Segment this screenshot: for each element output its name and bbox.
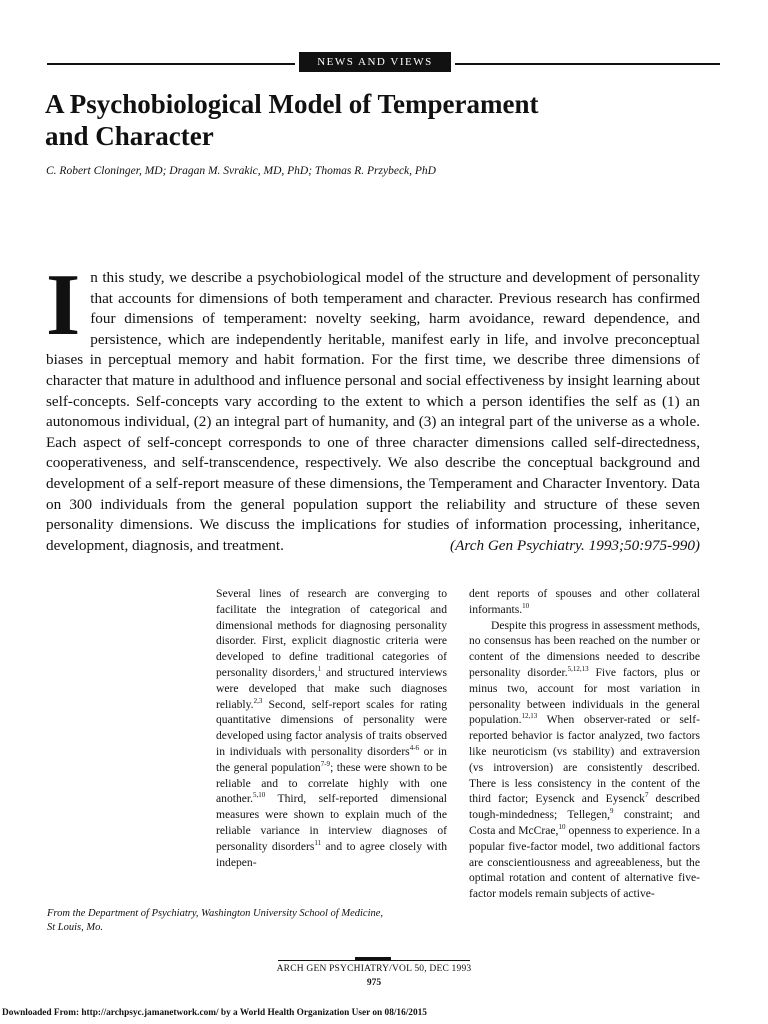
reference-superscript: 5,12,13 [567,665,589,674]
reference-superscript: 1 [317,665,322,674]
header-rule-right [455,63,720,65]
abstract-text: n this study, we describe a psychobiological model of the structure and development of personality that accounts for dimensions of both temperament and character. Previous research has confirmed four dimensions of temperament: novelty seeking, harm avoidance, reward dependence, and persistence, which are independently heritable, manifest early in life, and involve preconceptual biases in perceptual memory and habit formation. For the first time, we describe three dimensions of character that mature in adulthood and influence personal and social effectiveness by insight learning about self-concepts. Self-concepts vary according to the extent to which a person identifies the self as (1) an autonomous individual, (2) an integral part of humanity, and (3) an integral part of the universe as a whole. Each aspect of self-concept corresponds to one of three character dimensions called self-directedness, cooperativeness, and self-transcendence, respectively. We also describe the conceptual background and development of a self-report measure of these dimensions, the Temperament and Character Inventory. Data on 300 individuals from the general population support the reliability and structure of these seven personality dimensions. We discuss the implications for studies of information processing, inheritance, development, diagnosis, and treatment. [46,269,700,554]
reference-superscript: 11 [314,838,322,847]
col1-paragraph: Several lines of research are converging to facilitate the integration of categorical and dimensional methods for diagnosing personality disorder. First, explicit diagnostic criteria were developed to define traditional categories of personality disorders,$^1$ and structured interviews were developed that make such diagnoses reliably.$^{2,3}$ Second, self-report scales for rating quantitative dimensions of personality were developed using factor analysis of traits observed in individuals with personality disorders$^{4-6}$ or in the general population$^{7-9}$; these were shown to be reliable and to correlate highly with one another.$^{5,10}$ Third, self-reported dimensional measures were shown to explain much of the reliable variance in interview diagnoses of personality disorders$^{11}$ and to agree closely with indepen- [216,587,447,869]
reference-superscript: 7-9 [320,759,331,768]
journal-footer: ARCH GEN PSYCHIATRY/VOL 50, DEC 1993 [276,964,472,974]
reference-superscript: 12,13 [521,712,538,721]
reference-superscript: 10 [522,601,530,610]
article-title [45,88,665,152]
abstract-citation: (Arch Gen Psychiatry. 1993;50:975-990) [450,536,700,554]
footer-rule [278,960,470,961]
drop-cap: I [46,257,81,354]
body-column-2 [469,586,700,902]
reference-superscript: 10 [558,823,566,832]
page-number: 975 [366,978,382,988]
footer-rule-mark [355,957,391,960]
author-list: C. Robert Cloninger, MD; Dragan M. Svrakic, MD, PhD; Thomas R. Przybeck, PhD [46,165,436,177]
reference-superscript: 2,3 [253,696,263,705]
section-header [47,52,720,72]
download-watermark: Downloaded From: http://archpsyc.jamanetwork.com/ by a World Health Organization User on 08/16/2015 [2,1008,427,1018]
title-line-1: A Psychobiological Model of Temperament [45,89,539,119]
reference-superscript: 5,10 [253,791,266,800]
title-line-2: and Character [45,121,214,151]
col2-paragraph: Despite this progress in assessment methods, no consensus has been reached on the number or content of the dimensions needed to describe personality disorder.$^{5,12,13}$ Five factors, plus or minus two, account for most variation in personality between individuals in the general population.$^{12,13}$ When observer-rated or self-reported behavior is factor analyzed, two factors like neuroticism (vs stability) and extraversion (vs introversion) are consistently described. There is less consistency in the content of the third factor; Eysenck and Eysenck$^7$ described tough-mindedness; Tellegen,$^9$ constraint; and Costa and McCrae,$^{10}$ openness to experience. In a popular five-factor model, two additional factors are conscientiousness and agreeableness, but the optimal rotation and content of alternative five-factor models remain subjects of active- [469,618,701,901]
col2-paragraph-continued: dent reports of spouses and other collateral informants.$^{10}$ [469,587,700,616]
reference-superscript: 9 [610,807,614,816]
body-column-1 [216,586,447,870]
header-rule-left [47,63,295,65]
abstract [46,257,700,556]
reference-superscript: 7 [644,791,649,800]
affiliation-note: From the Department of Psychiatry, Washington University School of Medicine, St Louis, Mo. [47,908,384,933]
reference-superscript: 4-6 [409,744,420,753]
section-label: NEWS AND VIEWS [299,52,451,72]
